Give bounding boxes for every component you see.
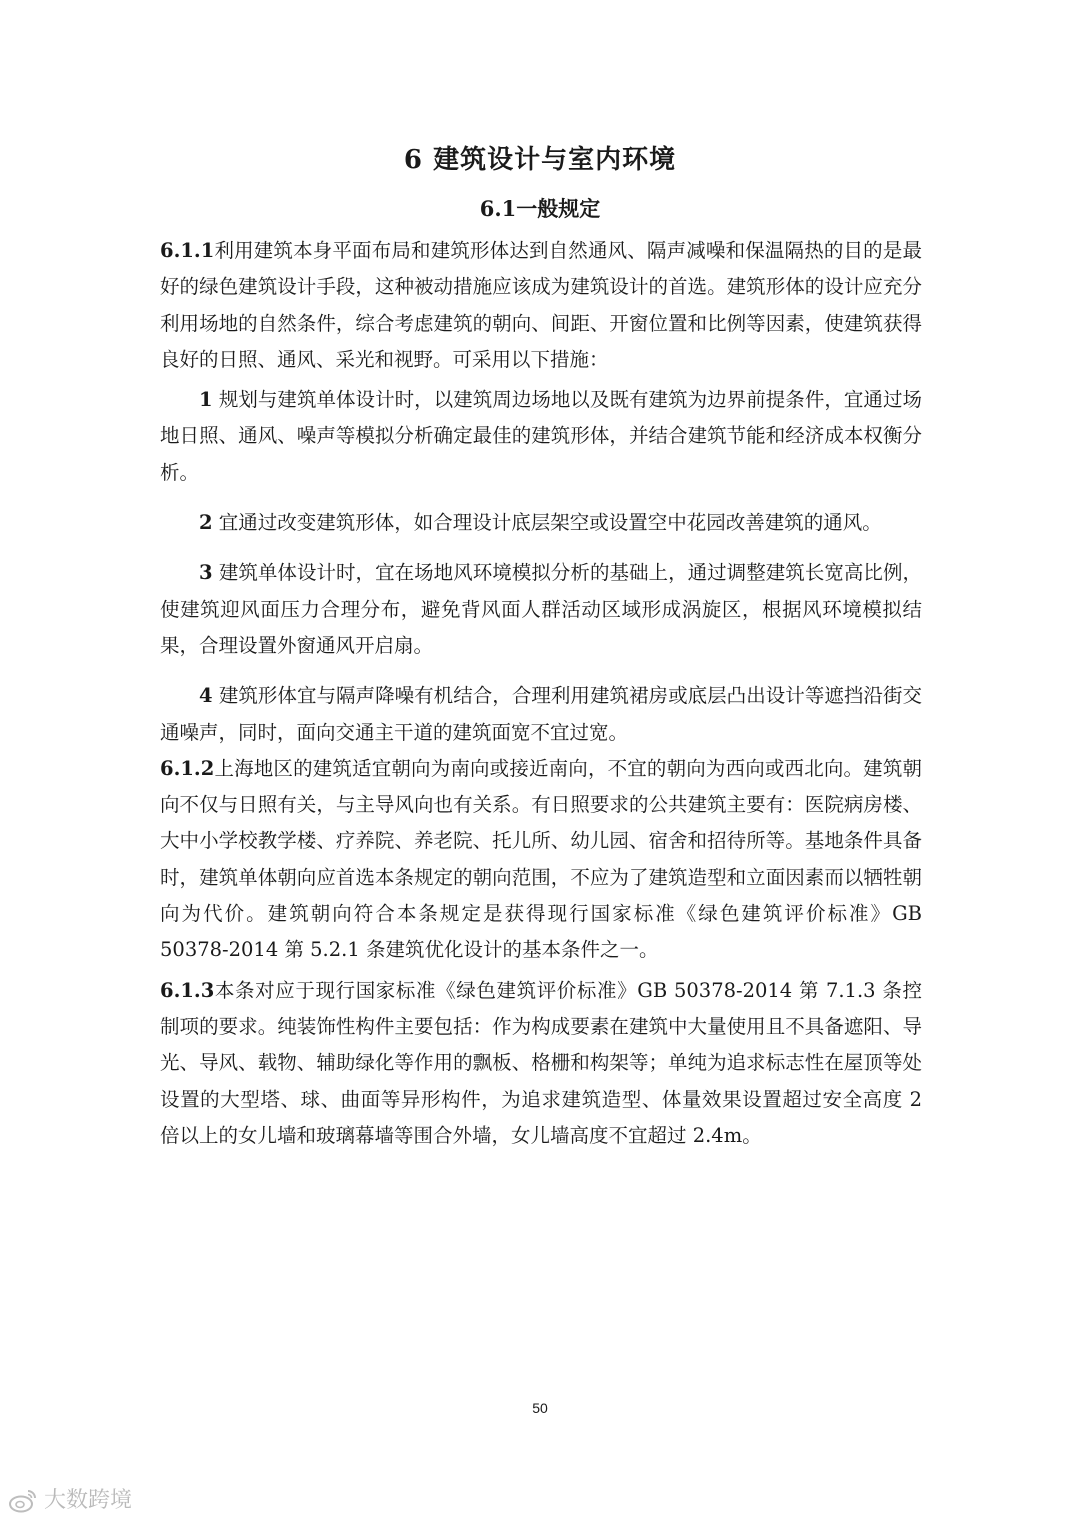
clause-number: 6.1.2 bbox=[160, 756, 215, 780]
weibo-logo-icon bbox=[8, 1488, 38, 1514]
item-number: 3 bbox=[199, 561, 213, 585]
item-number: 2 bbox=[199, 511, 213, 535]
section-title: 6.1一般规定 bbox=[479, 196, 601, 221]
list-item-2 bbox=[160, 505, 922, 541]
list-item-1 bbox=[160, 382, 922, 491]
clause-number: 6.1.3 bbox=[160, 978, 215, 1002]
clause-6-1-1 bbox=[160, 233, 922, 378]
watermark-text: 大数跨境 bbox=[44, 1488, 133, 1513]
item-text: 建筑形体宜与隔声降噪有机结合，合理利用建筑裙房或底层凸出设计等遮挡沿街交通噪声，同时，面向交通主干道的建筑面宽不宜过宽。 bbox=[160, 684, 922, 744]
item-text: 规划与建筑单体设计时，以建筑周边场地以及既有建筑为边界前提条件，宜通过场地日照、通风、噪声等模拟分析确定最佳的建筑形体，并结合建筑节能和经济成本权衡分析。 bbox=[160, 388, 922, 484]
clause-text: 上海地区的建筑适宜朝向为南向或接近南向，不宜的朝向为西向或西北向。建筑朝向不仅与日照有关，与主导风向也有关系。有日照要求的公共建筑主要有：医院病房楼、大中小学校教学楼、疗养院、养老院、托儿所、幼儿园、宿舍和招待所等。基地条件具备时，建筑单体朝向应首选本条规定的朝向范围，不应为了建筑造型和立面因素而以牺牲朝向为代价。建筑朝向符合本条规定是获得现行国家标准《绿色建筑评价标准》GB 50378-2014 第 5.2.1 条建筑优化设计的基本条件之一。 bbox=[160, 756, 922, 962]
clause-text: 本条对应于现行国家标准《绿色建筑评价标准》GB 50378-2014 第 7.1.3 条控制项的要求。纯装饰性构件主要包括：作为构成要素在建筑中大量使用且不具备遮阳、导光、导风、载物、辅助绿化等作用的飘板、格栅和构架等；单纯为追求标志性在屋顶等处设置的大型塔、球、曲面等异形构件，为追求建筑造型、体量效果设置超过安全高度 2 倍以上的女儿墙和玻璃幕墙等围合外墙，女儿墙高度不宜超过 2.4m。 bbox=[160, 978, 922, 1147]
list-item-4 bbox=[160, 678, 922, 751]
watermark bbox=[8, 1486, 132, 1516]
item-text: 建筑单体设计时，宜在场地风环境模拟分析的基础上，通过调整建筑长宽高比例，使建筑迎风面压力合理分布，避免背风面人群活动区域形成涡旋区，根据风环境模拟结果，合理设置外窗通风开启扇。 bbox=[160, 561, 922, 657]
clause-6-1-2 bbox=[160, 751, 922, 969]
item-number: 1 bbox=[199, 388, 213, 412]
clause-text: 利用建筑本身平面布局和建筑形体达到自然通风、隔声减噪和保温隔热的目的是最好的绿色建筑设计手段，这种被动措施应该成为建筑设计的首选。建筑形体的设计应充分利用场地的自然条件，综合考虑建筑的朝向、间距、开窗位置和比例等因素，使建筑获得良好的日照、通风、采光和视野。可采用以下措施： bbox=[160, 239, 922, 371]
clause-number: 6.1.1 bbox=[160, 239, 215, 262]
list-item-3 bbox=[160, 555, 922, 664]
item-text: 宜通过改变建筑形体，如合理设计底层架空或设置空中花园改善建筑的通风。 bbox=[218, 511, 882, 535]
item-number: 4 bbox=[199, 684, 213, 708]
clause-6-1-3 bbox=[160, 973, 922, 1154]
page-number: 50 bbox=[532, 1400, 548, 1416]
document-body bbox=[160, 233, 922, 1154]
chapter-title: 6 建筑设计与室内环境 bbox=[403, 145, 677, 175]
